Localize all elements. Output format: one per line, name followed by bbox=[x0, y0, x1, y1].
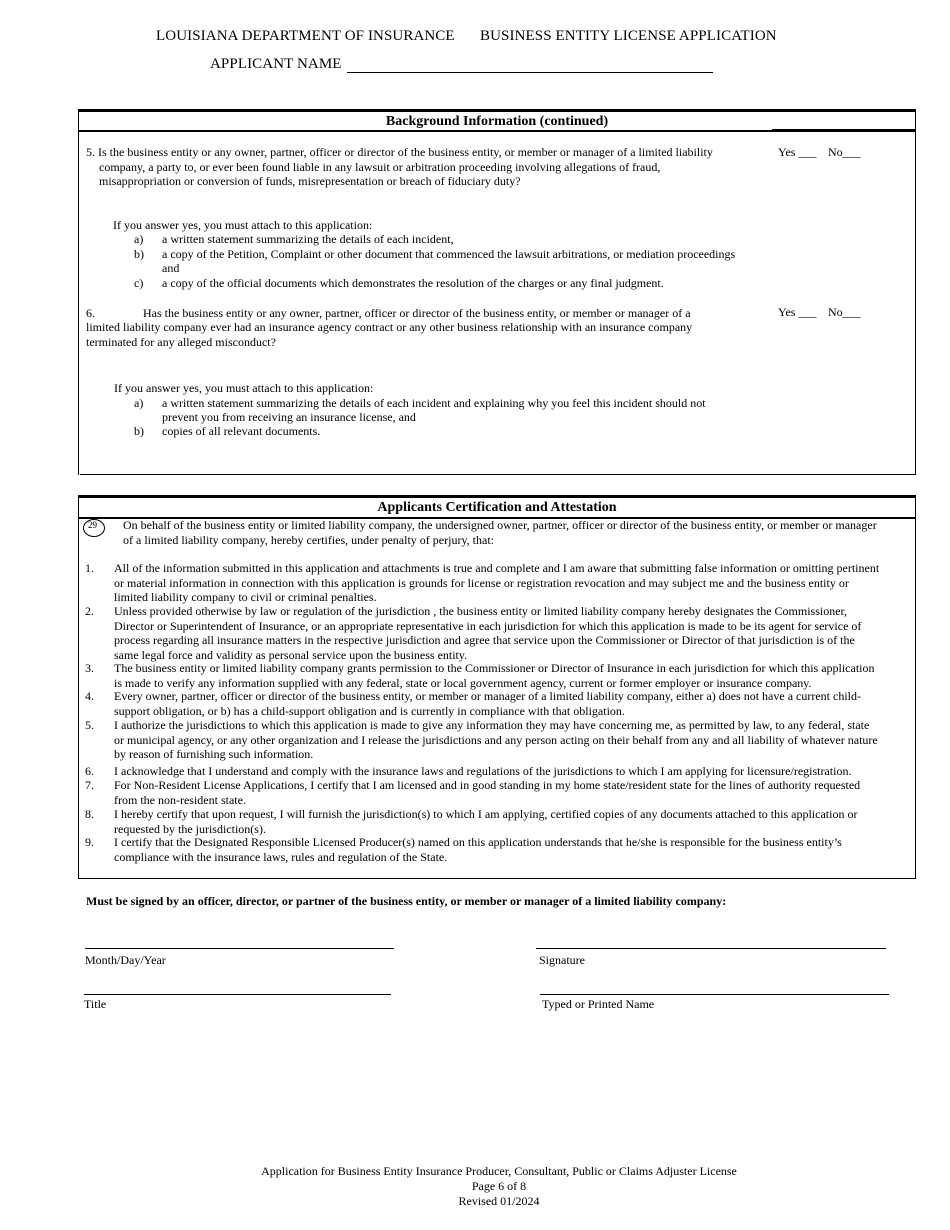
question-5-item-a: a written statement summarizing the details of each incident, bbox=[162, 232, 454, 246]
certification-intro bbox=[123, 518, 913, 547]
certification-item-line: For Non-Resident License Applications, I certify that I am licensed and in good standing in my home state/resident state for the lines of authority requested bbox=[114, 778, 861, 792]
question-6-item-b: copies of all relevant documents. bbox=[162, 424, 321, 438]
certification-item-line: I acknowledge that I understand and comply with the insurance laws and regulations of the jurisdictions to which I am applying for licensure/registration. bbox=[114, 764, 852, 778]
question-6-item-a-cont: prevent you from receiving an insurance license, and bbox=[162, 410, 416, 424]
certification-item bbox=[114, 604, 912, 662]
question-6-line-3: terminated for any alleged misconduct? bbox=[86, 335, 276, 349]
certification-item-line: I authorize the jurisdictions to which this application is made to give any information they may have concerning me, as permitted by law, to any federal, state bbox=[114, 718, 870, 732]
certification-item-number: 2. bbox=[85, 604, 94, 618]
certification-item-number: 1. bbox=[85, 561, 94, 575]
certification-intro-line-2: of a limited liability company, hereby certifies, under penalty of perjury, that: bbox=[123, 532, 494, 547]
question-6-line-2: limited liability company ever had an insurance agency contract or any other business relationship with an insurance company bbox=[86, 320, 693, 334]
question-5-item-c: a copy of the official documents which demonstrates the resolution of the charges or any final judgment. bbox=[162, 276, 664, 290]
certification-item bbox=[114, 835, 912, 864]
answer-column-rule bbox=[772, 129, 916, 130]
question-5-item-a-letter: a) bbox=[134, 232, 144, 246]
certification-item-line: The business entity or limited liability company grants permission to the Commissioner or Director of Insurance in each jurisdiction for which this application bbox=[114, 661, 875, 675]
question-6-attach-intro: If you answer yes, you must attach to this application: bbox=[114, 381, 374, 395]
certification-item-number: 5. bbox=[85, 718, 94, 732]
certification-item-line: or municipal agency, or any other organization and I release the jurisdictions and any person acting on their behalf from any and all liability of whatever nature bbox=[114, 732, 878, 747]
certification-item-line: from the non-resident state. bbox=[114, 792, 246, 807]
footer-revised: Revised 01/2024 bbox=[458, 1194, 540, 1208]
question-6-line-1: Has the business entity or any owner, partner, officer or director of the business entity, or member or manager of a bbox=[143, 306, 691, 320]
question-5 bbox=[86, 145, 766, 189]
certification-item-line: I certify that the Designated Responsible Licensed Producer(s) named on this application understands that he/she is responsible for the business entity’s bbox=[114, 835, 842, 849]
certification-item-number: 3. bbox=[85, 661, 94, 675]
certification-item-line: process regarding all insurance matters in the respective jurisdiction and agree that service upon the Commissioner or Director of that jurisdiction is of the bbox=[114, 633, 855, 648]
question-5-line-2: company, a party to, or ever been found liable in any lawsuit or arbitration proceeding involving allegations of fraud, bbox=[99, 159, 661, 174]
certification-item bbox=[114, 778, 912, 807]
certification-item-line: Unless provided otherwise by law or regulation of the jurisdiction , the business entity or limited liability company hereby designates the Commissioner, bbox=[114, 604, 848, 618]
certification-item bbox=[114, 807, 912, 836]
applicant-name-label: APPLICANT NAME bbox=[210, 56, 342, 72]
certification-item-line: is made to verify any information supplied with any federal, state or local government agency, current or former employer or insurance company. bbox=[114, 675, 812, 690]
question-6-yes[interactable]: Yes ___ bbox=[778, 305, 817, 319]
department-name: LOUISIANA DEPARTMENT OF INSURANCE bbox=[156, 28, 455, 44]
question-5-attach-intro: If you answer yes, you must attach to this application: bbox=[113, 218, 373, 232]
signature-instruction: Must be signed by an officer, director, or partner of the business entity, or member or manager of a limited liability company: bbox=[86, 894, 727, 908]
certification-item-line: I hereby certify that upon request, I will furnish the jurisdiction(s) to which I am applying, certified copies of any documents attached to this application or bbox=[114, 807, 858, 821]
certification-item-line: requested by the jurisdiction(s). bbox=[114, 821, 266, 836]
question-6-item-b-letter: b) bbox=[134, 424, 144, 438]
certification-item bbox=[114, 661, 912, 690]
certification-item bbox=[114, 561, 912, 605]
question-6-item-a-letter: a) bbox=[134, 396, 144, 410]
printed-name-field[interactable] bbox=[540, 994, 889, 995]
applicant-name-field[interactable] bbox=[347, 72, 713, 73]
certification-item bbox=[114, 764, 912, 779]
footer-page-number: Page 6 of 8 bbox=[471, 1179, 527, 1193]
left-border-lower bbox=[78, 378, 79, 475]
date-label: Month/Day/Year bbox=[85, 953, 166, 967]
question-6-number: 6. bbox=[86, 306, 95, 320]
certification-item-number: 9. bbox=[85, 835, 94, 849]
question-5-item-b: a copy of the Petition, Complaint or other document that commenced the lawsuit arbitrations, or mediation proceedings bbox=[162, 247, 736, 261]
certification-item bbox=[114, 689, 912, 718]
printed-name-label: Typed or Printed Name bbox=[542, 997, 655, 1011]
question-5-yes[interactable]: Yes ___ bbox=[778, 145, 817, 159]
question-6-item-a: a written statement summarizing the details of each incident and explaining why you feel this incident should not bbox=[162, 396, 706, 410]
signature-field[interactable] bbox=[536, 948, 886, 949]
question-5-no[interactable]: No___ bbox=[828, 145, 861, 159]
certification-item-number: 6. bbox=[85, 764, 94, 778]
certification-item-line: limited liability company to civil or criminal penalties. bbox=[114, 590, 377, 605]
question-5-item-c-letter: c) bbox=[134, 276, 144, 290]
certification-item-line: same legal force and validity as personal service upon the business entity. bbox=[114, 647, 468, 662]
question-5-line-3: misappropriation or conversion of funds, misrepresentation or breach of fiduciary duty? bbox=[99, 174, 521, 189]
question-6-no[interactable]: No___ bbox=[828, 305, 861, 319]
question-5-item-b-cont: and bbox=[162, 261, 180, 275]
certification-item-line: by reason of furnishing such information. bbox=[114, 747, 314, 762]
certification-item-number: 8. bbox=[85, 807, 94, 821]
question-5-item-b-letter: b) bbox=[134, 247, 144, 261]
certification-item-number: 7. bbox=[85, 778, 94, 792]
certification-item-line: support obligation, or b) has a child-support obligation and is currently in compliance with that obligation. bbox=[114, 703, 625, 718]
date-field[interactable] bbox=[85, 948, 394, 949]
certification-item bbox=[114, 718, 912, 762]
certification-item-line: Every owner, partner, officer or director of the business entity, or member or manager of a limited liability company, either a) does not have a current child- bbox=[114, 689, 861, 703]
form-title: BUSINESS ENTITY LICENSE APPLICATION bbox=[480, 28, 777, 44]
title-field[interactable] bbox=[84, 994, 391, 995]
title-label: Title bbox=[84, 997, 107, 1011]
certification-intro-line-1: On behalf of the business entity or limited liability company, the undersigned owner, partner, officer or director of the business entity, or member or manager bbox=[123, 518, 877, 532]
certification-section-title: Applicants Certification and Attestation bbox=[79, 496, 915, 519]
certification-item-line: All of the information submitted in this application and attachments is true and complete and I am aware that submitting false information or omitting pertinent bbox=[114, 561, 880, 575]
background-section-title: Background Information (continued) bbox=[79, 110, 915, 132]
certification-item-line: or material information in connection with this application is grounds for license or registration revocation and may subject me and the business entity or bbox=[114, 575, 849, 590]
question-5-line-1: 5. Is the business entity or any owner, partner, officer or director of the business entity, or member or manager of a limited liability bbox=[86, 145, 713, 159]
item-number-circle: 29 bbox=[83, 519, 105, 537]
certification-item-line: compliance with the insurance laws, rules and regulation of the State. bbox=[114, 849, 448, 864]
signature-label: Signature bbox=[539, 953, 585, 967]
certification-item-line: Director or Superintendent of Insurance, or an appropriate representative in each jurisdiction for which this application is made to be its agent for service of bbox=[114, 618, 862, 633]
footer-line-1: Application for Business Entity Insurance Producer, Consultant, Public or Claims Adjuster License bbox=[261, 1164, 737, 1178]
certification-item-number: 4. bbox=[85, 689, 94, 703]
